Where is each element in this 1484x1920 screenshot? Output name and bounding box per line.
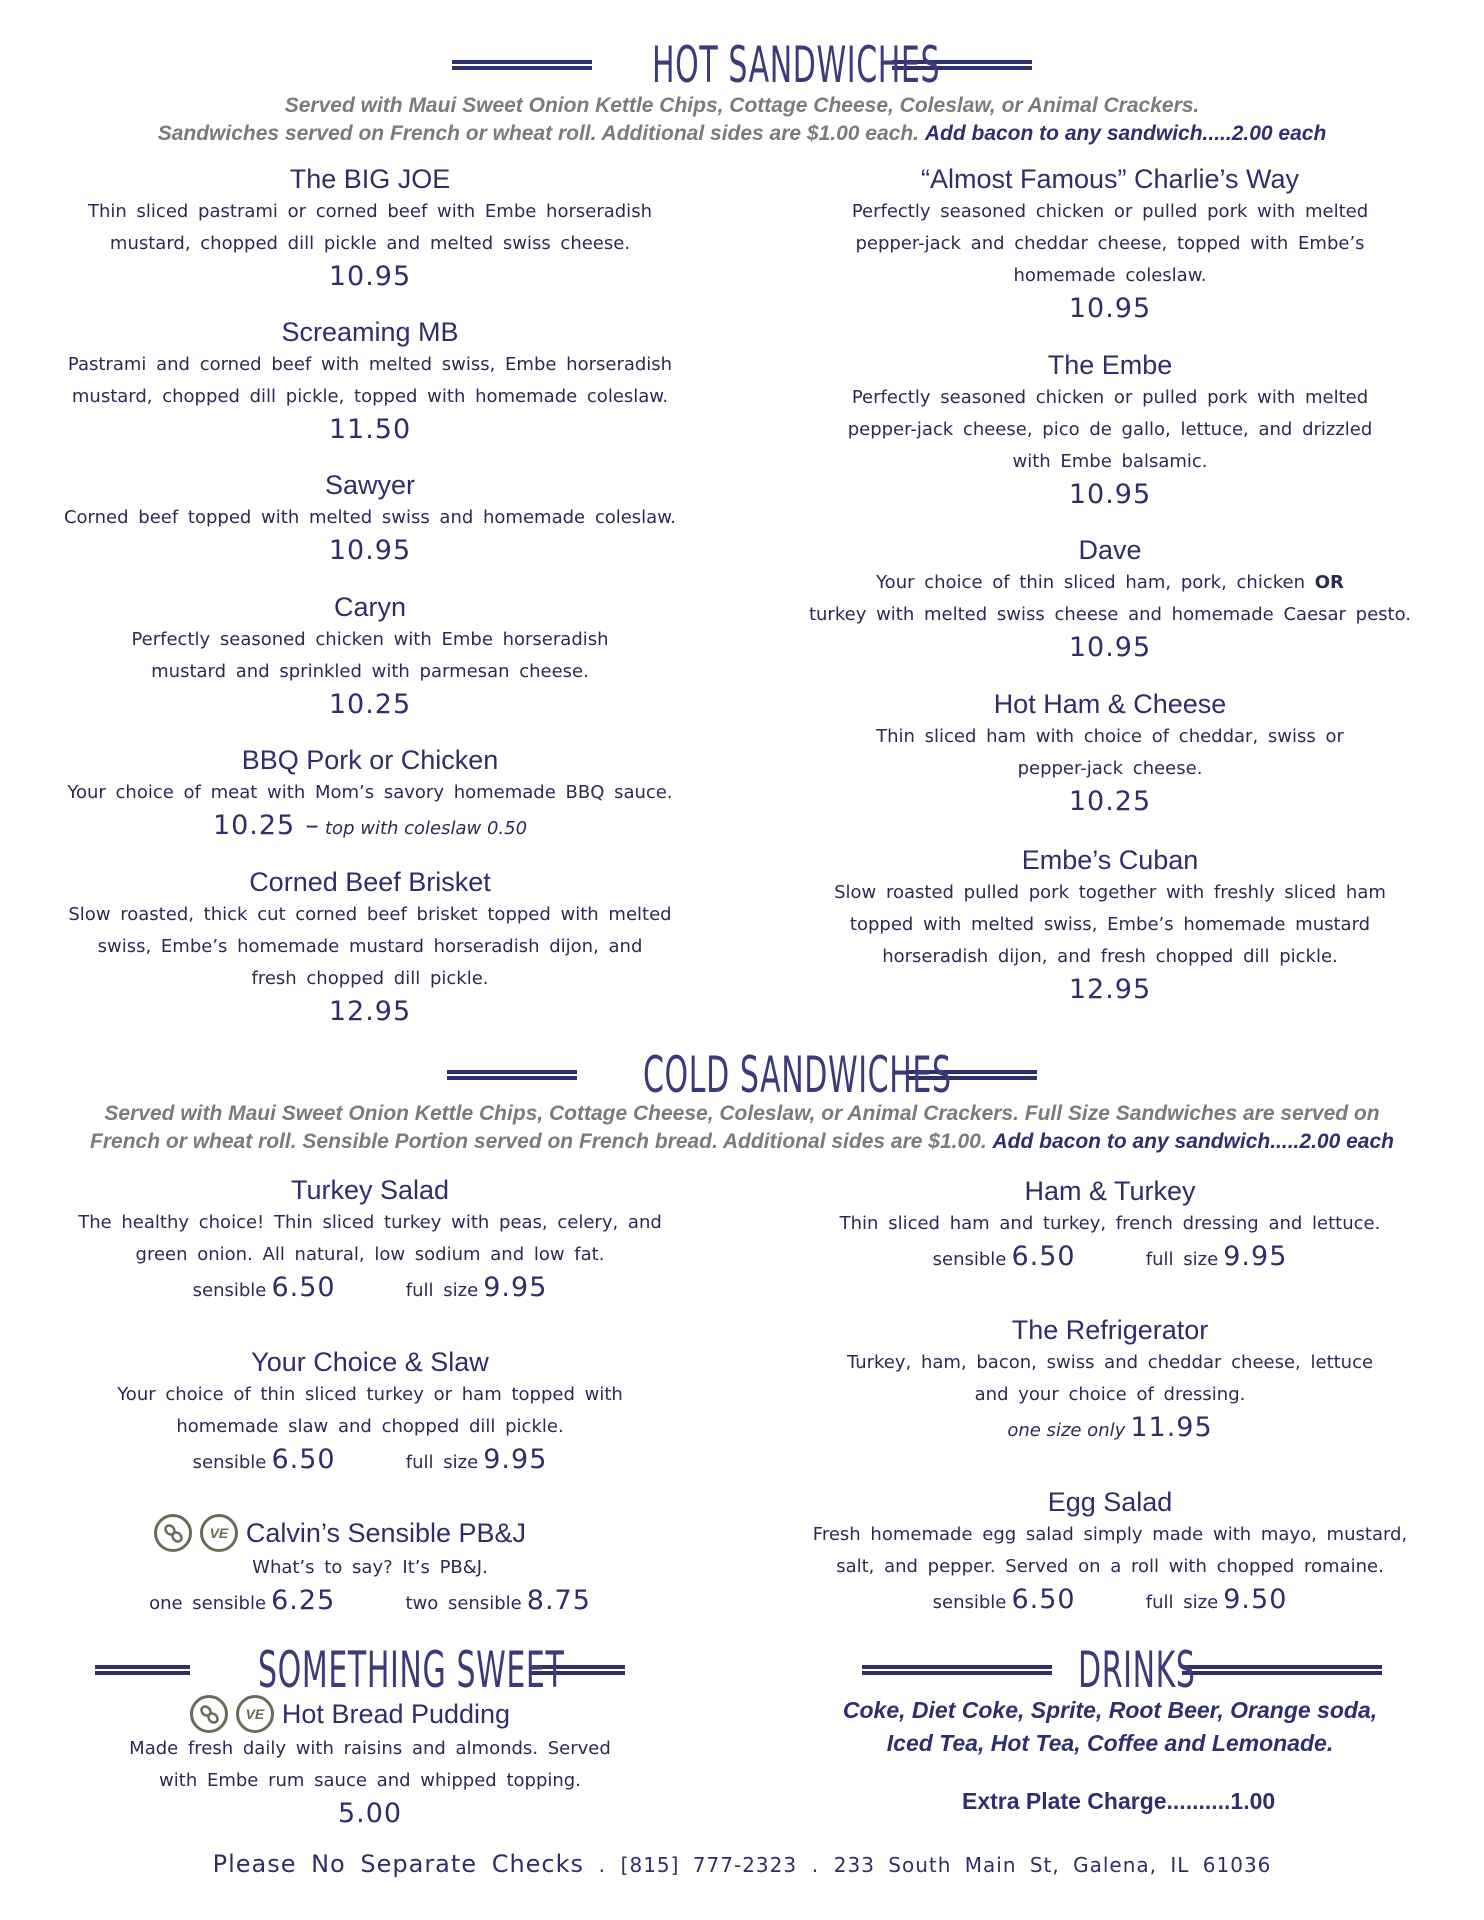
item-extra: top with coleslaw 0.50 [325, 818, 528, 839]
header-rule-left [95, 1665, 190, 1675]
footer-dot: . [598, 1853, 607, 1877]
item-price: 5.00 [337, 1798, 403, 1829]
item-name: Embe’s Cuban [1021, 845, 1199, 875]
item-desc: Perfectly seasoned chicken with Embe horseradish [131, 629, 609, 650]
hot-sandwiches-title: HOT SANDWICHES [652, 36, 941, 94]
item-desc: Turkey, ham, bacon, swiss and cheddar cheese, lettuce [846, 1352, 1374, 1373]
item-price-row [20, 1271, 720, 1307]
two-sensible-label: two sensible [405, 1593, 522, 1614]
hot-intro-sides: Sandwiches served on French or wheat roll. Additional sides are $1.00 each. [157, 122, 919, 145]
item-name: Ham & Turkey [1024, 1176, 1196, 1206]
item-price: 10.95 [328, 535, 412, 566]
item-price-row [770, 1240, 1450, 1276]
item-desc: Thin sliced ham with choice of cheddar, swiss or [876, 726, 1344, 747]
item-desc: pepper-jack cheese. [1017, 758, 1203, 779]
item-price-row [20, 1443, 720, 1479]
item-price-row [770, 1411, 1450, 1445]
item-desc: Corned beef topped with melted swiss and homemade coleslaw. [63, 507, 677, 528]
sensible-label: sensible [932, 1249, 1007, 1270]
vegetarian-icon: VE [200, 1514, 238, 1552]
item-price: 10.25 [212, 810, 296, 841]
one-sensible-price: 6.25 [271, 1585, 336, 1616]
item-price: 12.95 [328, 996, 412, 1027]
item-name: BBQ Pork or Chicken [241, 745, 499, 775]
item-desc [770, 567, 1450, 599]
item-desc: Your choice of meat with Mom’s savory homemade BBQ sauce. [67, 782, 673, 803]
sensible-price: 6.50 [1011, 1241, 1076, 1272]
item-name: Corned Beef Brisket [249, 867, 491, 897]
item-desc-or: OR [1314, 572, 1344, 593]
menu-item-screaming-mb [20, 315, 720, 447]
hot-intro-line2 [0, 120, 1484, 148]
item-price-row [770, 1583, 1450, 1619]
two-sensible-price: 8.75 [526, 1585, 591, 1616]
hot-intro-line1: Served with Maui Sweet Onion Kettle Chips, Cottage Cheese, Coleslaw, or Animal Crackers. [284, 94, 1200, 117]
menu-item-refrigerator [770, 1313, 1450, 1445]
sensible-label: sensible [192, 1452, 267, 1473]
full-size-label: full size [1145, 1249, 1219, 1270]
item-desc: salt, and pepper. Served on a roll with chopped romaine. [836, 1556, 1384, 1577]
sensible-price: 6.50 [1011, 1584, 1076, 1615]
menu-item-egg-salad [770, 1485, 1450, 1619]
item-desc: with Embe balsamic. [1012, 451, 1208, 472]
item-price: 10.25 [328, 689, 412, 720]
item-desc: mustard, chopped dill pickle, topped with homemade coleslaw. [71, 386, 669, 407]
something-sweet-header [80, 1641, 640, 1699]
full-price: 9.50 [1223, 1584, 1288, 1615]
item-name: Your Choice & Slaw [251, 1347, 489, 1377]
item-desc: Thin sliced pastrami or corned beef with Embe horseradish [88, 201, 652, 222]
menu-item-hot-ham-cheese [770, 687, 1450, 819]
item-price-row: 10.25 – top with coleslaw 0.50 [212, 810, 528, 841]
cold-intro-sides: French or wheat roll. Sensible Portion served on French bread. Additional sides are $1.00. [90, 1130, 987, 1153]
sensible-price: 6.50 [271, 1444, 336, 1475]
item-desc: Thin sliced ham and turkey, french dressing and lettuce. [839, 1213, 1381, 1234]
item-name: Turkey Salad [290, 1175, 450, 1205]
item-desc: pepper-jack cheese, pico de gallo, lettuce, and drizzled [847, 419, 1373, 440]
menu-item-turkey-salad [20, 1173, 720, 1307]
item-title-row [0, 1514, 720, 1552]
item-desc: pepper-jack and cheddar cheese, topped with Embe’s [855, 233, 1365, 254]
menu-item-your-choice-slaw [20, 1345, 720, 1479]
sensible-label: sensible [192, 1280, 267, 1301]
drinks-title: DRINKS [1078, 1641, 1196, 1699]
header-rule-left [862, 1665, 1052, 1675]
cold-intro-line1: Served with Maui Sweet Onion Kettle Chips, Cottage Cheese, Coleslaw, or Animal Crackers. Full Size Sandwiches are served on [104, 1102, 1380, 1125]
menu-item-sawyer [20, 468, 720, 568]
item-desc: swiss, Embe’s homemade mustard horseradish dijon, and [97, 936, 643, 957]
footer-address: 233 South Main St, Galena, IL 61036 [833, 1853, 1272, 1877]
hot-intro [0, 92, 1484, 148]
menu-item-caryn [20, 590, 720, 722]
item-desc: mustard and sprinkled with parmesan cheese. [151, 661, 589, 682]
item-price: 12.95 [1068, 974, 1152, 1005]
item-price: 10.95 [328, 261, 412, 292]
item-desc: Fresh homemade egg salad simply made with mayo, mustard, [812, 1524, 1408, 1545]
footer-phone: [815] 777-2323 [620, 1853, 798, 1877]
item-desc: with Embe rum sauce and whipped topping. [159, 1770, 581, 1791]
peanut-icon [190, 1695, 228, 1733]
one-sensible-label: one sensible [149, 1593, 267, 1614]
header-rule-left [447, 1070, 577, 1080]
full-price: 9.95 [483, 1272, 548, 1303]
item-price: 10.95 [1068, 479, 1152, 510]
menu-item-big-joe [20, 162, 720, 294]
peanut-icon [154, 1514, 192, 1552]
item-desc: mustard, chopped dill pickle and melted swiss cheese. [109, 233, 631, 254]
menu-item-calvins-pbj [20, 1514, 720, 1620]
item-name: Hot Bread Pudding [281, 1699, 511, 1729]
item-name: Screaming MB [281, 317, 459, 347]
header-rule-left [452, 60, 592, 70]
item-desc: turkey with melted swiss cheese and homemade Caesar pesto. [808, 604, 1412, 625]
extra-plate-charge: Extra Plate Charge..........1.00 [962, 1788, 1276, 1814]
item-name: Hot Ham & Cheese [993, 689, 1227, 719]
item-price: 10.25 [1068, 786, 1152, 817]
menu-item-charlies-way [770, 162, 1450, 326]
item-price: 10.95 [1068, 632, 1152, 663]
cold-intro-line2 [0, 1128, 1484, 1156]
item-price: 11.50 [328, 414, 412, 445]
item-desc: Your choice of thin sliced turkey or ham topped with [117, 1384, 623, 1405]
menu-item-dave [770, 533, 1450, 665]
item-name: Dave [1078, 535, 1142, 565]
full-size-label: full size [405, 1452, 479, 1473]
item-name: Egg Salad [1047, 1487, 1173, 1517]
item-desc: and your choice of dressing. [974, 1384, 1246, 1405]
item-desc-a: Your choice of thin sliced ham, pork, chicken [876, 572, 1305, 593]
vegetarian-icon: VE [236, 1695, 274, 1733]
item-name: The Refrigerator [1011, 1315, 1209, 1345]
item-name: Calvin’s Sensible PB&J [245, 1518, 527, 1548]
sensible-price: 6.50 [271, 1272, 336, 1303]
item-desc: fresh chopped dill pickle. [251, 968, 489, 989]
item-name: The BIG JOE [289, 164, 451, 194]
item-desc: Slow roasted, thick cut corned beef brisket topped with melted [68, 904, 672, 925]
sensible-label: sensible [932, 1592, 1007, 1613]
cold-intro [0, 1100, 1484, 1156]
footer [0, 1850, 1484, 1878]
item-name: Sawyer [324, 470, 416, 500]
drinks-line1: Coke, Diet Coke, Sprite, Root Beer, Orange soda, [842, 1697, 1378, 1723]
item-desc: The healthy choice! Thin sliced turkey with peas, celery, and [78, 1212, 662, 1233]
menu-item-bbq-pork-chicken [20, 743, 720, 843]
footer-no-separate-checks: Please No Separate Checks [212, 1850, 585, 1878]
hot-sandwiches-header [0, 36, 1484, 94]
cold-sandwiches-title: COLD SANDWICHES [643, 1046, 952, 1104]
footer-dot: . [811, 1853, 820, 1877]
drinks-line2: Iced Tea, Hot Tea, Coffee and Lemonade. [886, 1730, 1334, 1756]
item-desc: Perfectly seasoned chicken or pulled pork with melted [851, 201, 1369, 222]
item-desc: Pastrami and corned beef with melted swiss, Embe horseradish [67, 354, 673, 375]
item-title-row [0, 1695, 720, 1733]
item-desc: topped with melted swiss, Embe’s homemade mustard [849, 914, 1371, 935]
item-name: “Almost Famous” Charlie’s Way [920, 164, 1300, 194]
something-sweet-title: SOMETHING SWEET [258, 1641, 565, 1699]
item-name: Caryn [333, 592, 407, 622]
drinks-header [852, 1641, 1392, 1699]
size-label: one size only [1007, 1420, 1126, 1441]
full-price: 9.95 [483, 1444, 548, 1475]
item-price-row [20, 1584, 720, 1620]
item-desc: green onion. All natural, low sodium and low fat. [135, 1244, 605, 1265]
cold-intro-bacon: Add bacon to any sandwich.....2.00 each [992, 1130, 1394, 1153]
drinks-list [770, 1694, 1450, 1760]
menu-item-ham-turkey [770, 1174, 1450, 1276]
item-desc: What’s to say? It’s PB&J. [252, 1557, 488, 1578]
menu-item-the-embe [770, 348, 1450, 512]
menu-item-corned-beef-brisket [20, 865, 720, 1029]
header-rule-right [1182, 1665, 1382, 1675]
item-name: The Embe [1047, 350, 1173, 380]
hot-intro-bacon: Add bacon to any sandwich.....2.00 each [924, 122, 1327, 145]
item-desc: Made fresh daily with raisins and almonds. Served [129, 1738, 611, 1759]
item-desc: homemade slaw and chopped dill pickle. [176, 1416, 564, 1437]
full-size-label: full size [405, 1280, 479, 1301]
menu-item-embes-cuban [770, 843, 1450, 1007]
item-price: 10.95 [1068, 293, 1152, 324]
item-desc: horseradish dijon, and fresh chopped dill pickle. [882, 946, 1338, 967]
cold-sandwiches-header [0, 1046, 1484, 1104]
item-desc: Perfectly seasoned chicken or pulled pork with melted [851, 387, 1369, 408]
item-price: 11.95 [1130, 1412, 1213, 1443]
item-desc: Slow roasted pulled pork together with freshly sliced ham [834, 882, 1386, 903]
full-size-label: full size [1145, 1592, 1219, 1613]
menu-item-hot-bread-pudding [20, 1695, 720, 1831]
full-price: 9.95 [1223, 1241, 1288, 1272]
item-desc: homemade coleslaw. [1013, 265, 1207, 286]
